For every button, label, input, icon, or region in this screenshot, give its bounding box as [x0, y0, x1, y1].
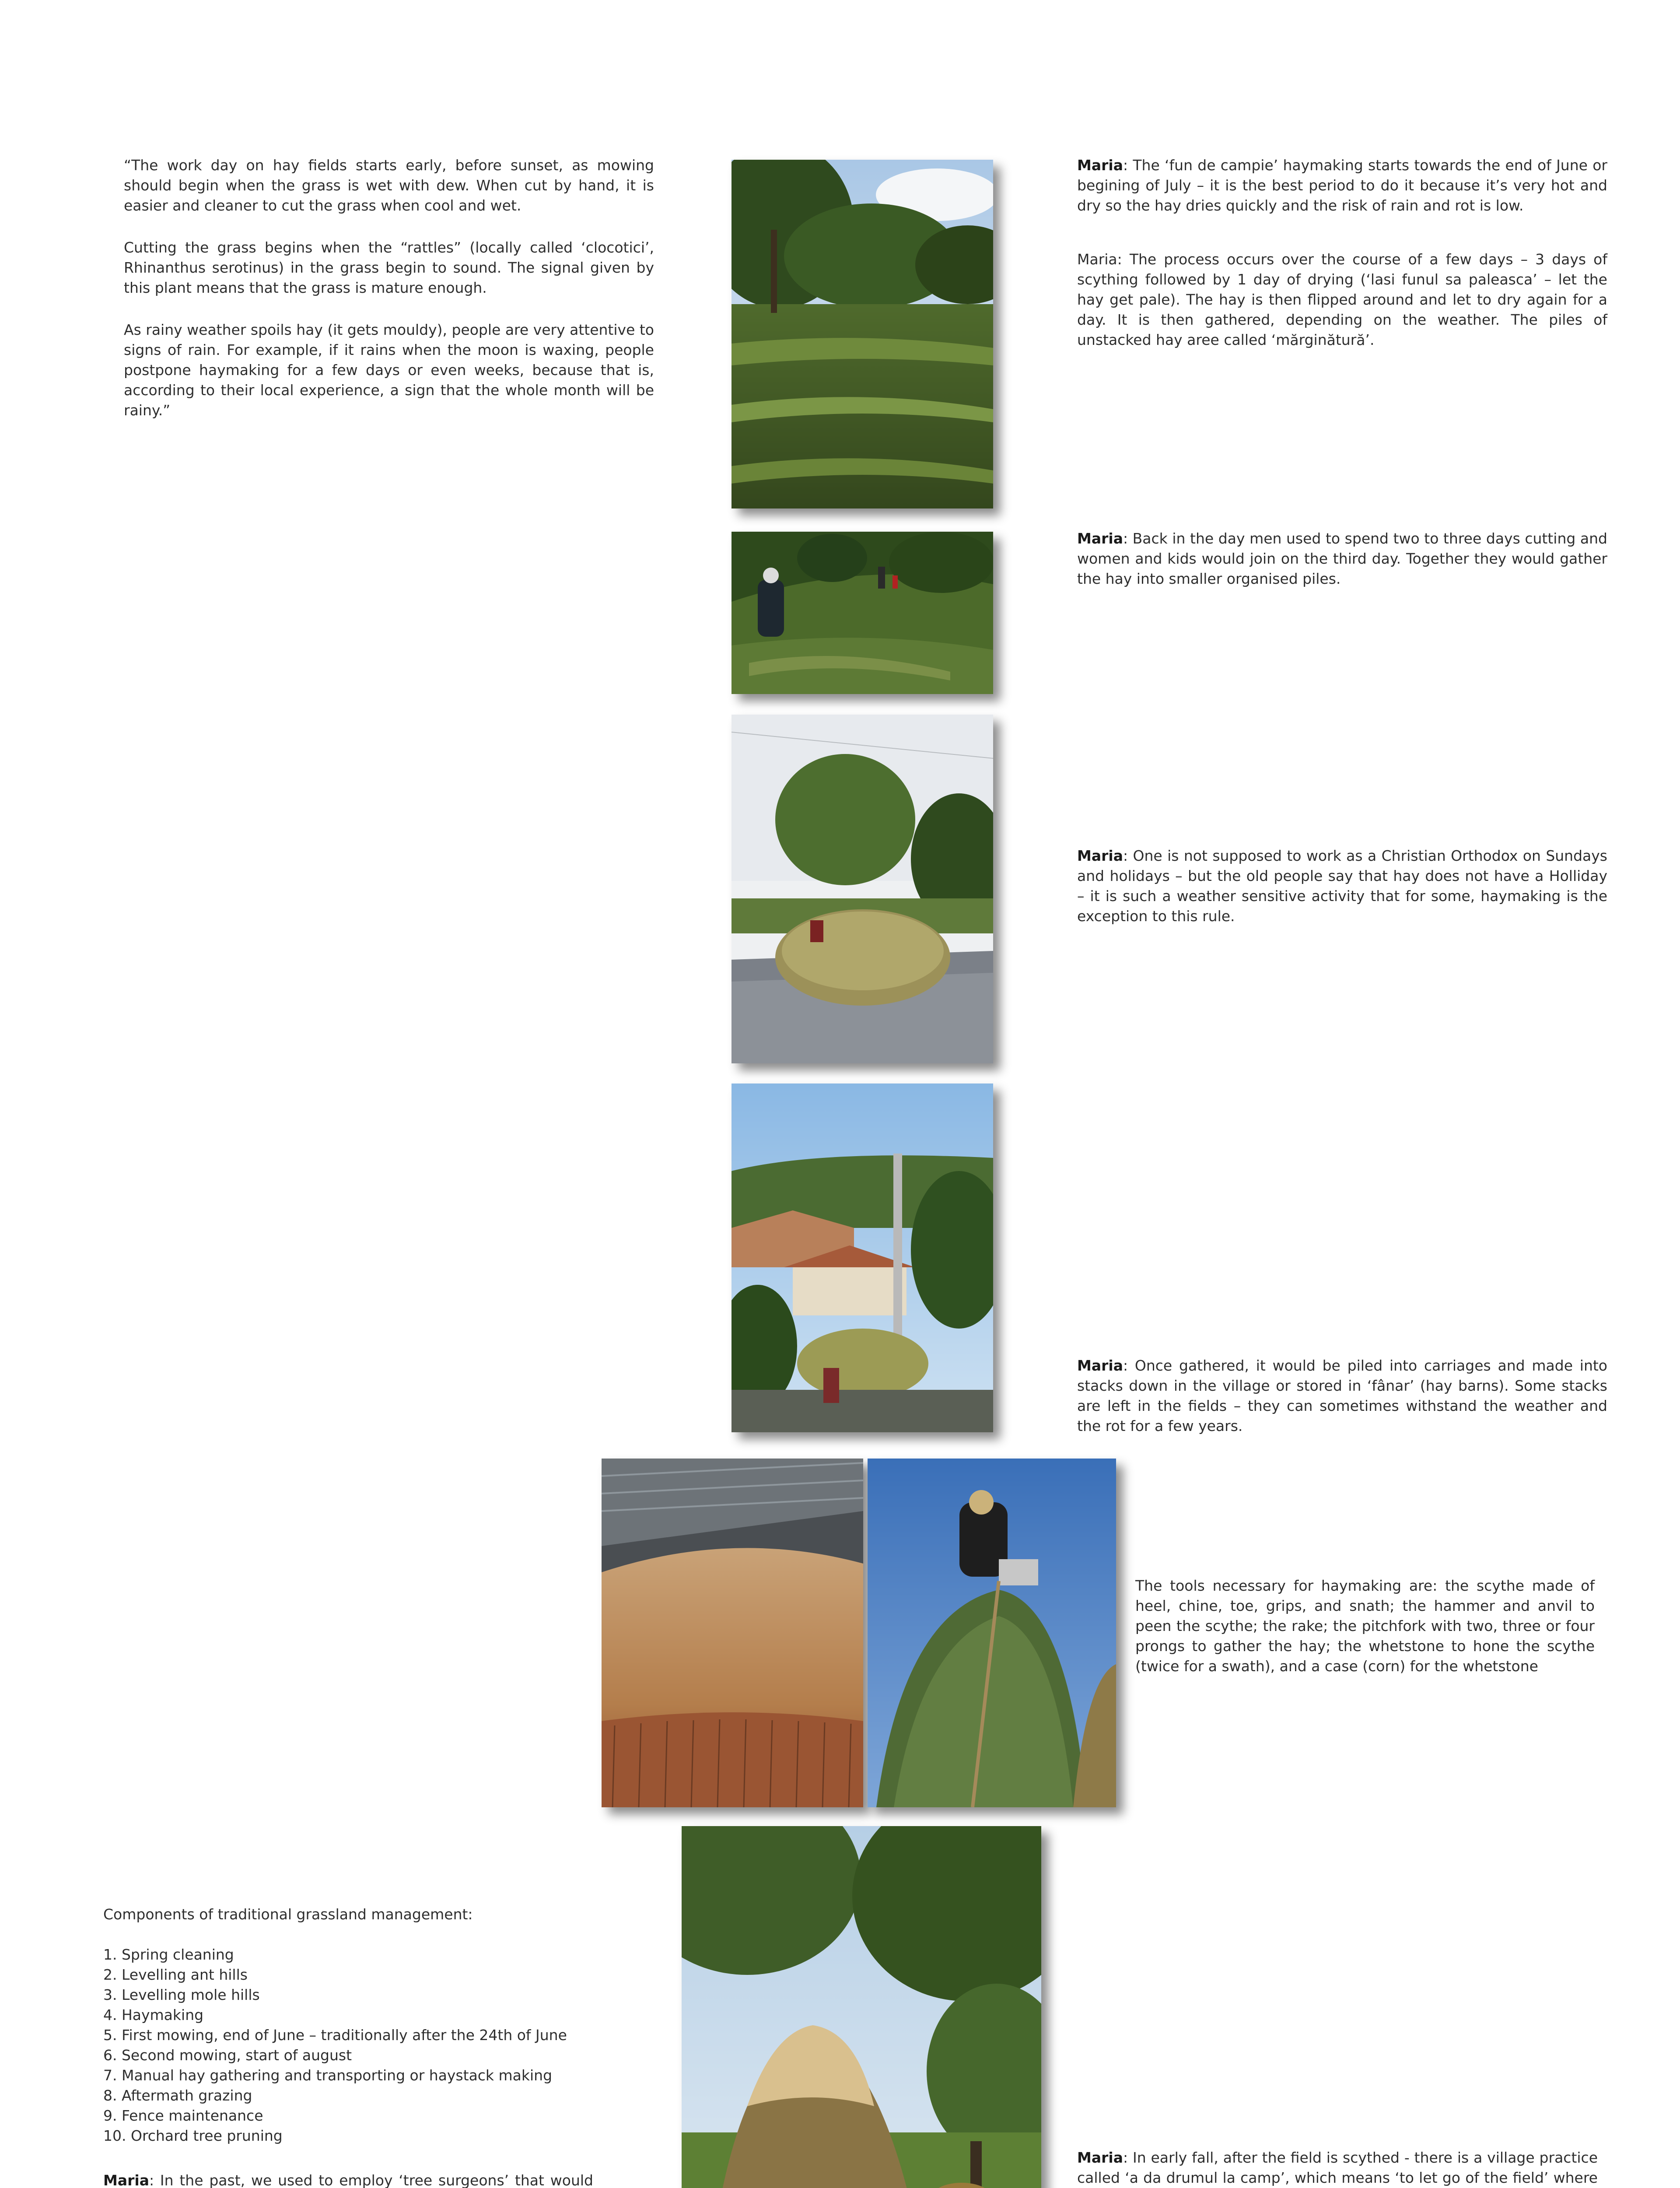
- list-item: 3. Levelling mole hills: [103, 1986, 260, 2003]
- tools-text: [1135, 1576, 1595, 1676]
- list-item: 7. Manual hay gathering and transporting or haystack making: [103, 2067, 553, 2084]
- hay-cart-on-road-photo: [732, 715, 993, 1063]
- list-item: 1. Spring cleaning: [103, 1946, 234, 1963]
- intro-quote-paragraph: “The work day on hay fields starts early, before sunset, as mowing should begin when the grass is wet with dew. When cut by hand, it is easier and cleaner to cut the grass when cool and wet.: [124, 157, 654, 214]
- maria-quote-6: [103, 2170, 593, 2188]
- speaker-name: Maria: [1077, 530, 1123, 547]
- quote-text: : Once gathered, it would be piled into carriages and made into stacks down in the village or stored in ‘fânar’ (hay barns). Some stacks are left in the fields – they can sometimes withstand the weather and the rot for a few years.: [1077, 1357, 1607, 1434]
- maria-quote-1: [1077, 155, 1607, 216]
- hay-barn-interior-photo: [602, 1459, 863, 1807]
- intro-quote-paragraph: As rainy weather spoils hay (it gets mouldy), people are very attentive to signs of rain. For example, if it rains when the moon is waxing, people postpone haymaking for a few days or even weeks, because that is, according to their local experience, a sign that the whole month will be rainy.”: [124, 321, 654, 419]
- quote-text: : Back in the day men used to spend two to three days cutting and women and kids would join on the third day. Together they would gather the hay into smaller organised piles.: [1077, 530, 1607, 587]
- intro-quote-paragraph: Cutting the grass begins when the “rattles” (locally called ‘clocotici’, Rhinanthus serotinus) in the grass begin to sound. The signal given by this plant means that the grass is mature enough.: [124, 239, 654, 296]
- orchard-haystack-photo: [682, 1826, 1041, 2188]
- mown-hay-field-photo: [732, 160, 993, 508]
- components-heading: Components of traditional grassland management:: [103, 1906, 473, 1923]
- quote-text: : One is not supposed to work as a Christian Orthodox on Sundays and holidays – but the old people say that hay does not have a Holliday – it is such a weather sensitive activity that for some, haymaking is the exception to this rule.: [1077, 847, 1607, 925]
- speaker-name: Maria: [1077, 157, 1123, 174]
- intro-quote: [124, 155, 654, 421]
- speaker-name: Maria: [1077, 847, 1123, 864]
- quote-text: Maria: The process occurs over the course of a few days – 3 days of scything followed by 1 day of drying (‘lasi funul sa paleasca’ – let the hay get pale). The hay is then flipped around and let to dry again for a day. It is then gathered, depending on the weather. The piles of unstacked hay aree called ‘mărginătură’.: [1077, 251, 1607, 348]
- maria-quote-7: [1077, 2148, 1598, 2188]
- list-item: 9. Fence maintenance: [103, 2107, 263, 2124]
- list-item: 2. Levelling ant hills: [103, 1966, 248, 1983]
- maria-quote-4: [1077, 846, 1607, 926]
- speaker-name: Maria: [103, 2172, 149, 2188]
- quote-text: : In early fall, after the field is scythed - there is a village practice called ‘a da drumul la camp’, which means ‘to let go of the field’ where: [1077, 2149, 1598, 2186]
- woman-building-haystack-photo: [868, 1459, 1116, 1807]
- scything-on-slope-photo: [732, 532, 993, 694]
- quote-text: The tools necessary for haymaking are: the scythe made of heel, chine, toe, grips, and snath; the hammer and anvil to peen the scythe; the rake; the pitchfork with two, three or four prongs to gather the hay; the whetstone to hone the scythe (twice for a swath), and a case (corn) for the whetstone: [1135, 1577, 1595, 1675]
- list-item: 4. Haymaking: [103, 2006, 204, 2023]
- maria-quote-3: [1077, 529, 1607, 589]
- list-item: 10. Orchard tree pruning: [103, 2127, 283, 2144]
- maria-quote-5: [1077, 1356, 1607, 1436]
- speaker-name: Maria: [1077, 2149, 1123, 2166]
- components-list: [103, 1904, 606, 2146]
- speaker-name: Maria: [1077, 1357, 1123, 1374]
- quote-text: : The ‘fun de campie’ haymaking starts towards the end of June or begining of July – it is the best period to do it because it’s very hot and dry so the hay dries quickly and the risk of rain and rot is low.: [1077, 157, 1607, 214]
- quote-text: : In the past, we used to employ ‘tree surgeons’ that would: [149, 2172, 593, 2188]
- list-item: 5. First mowing, end of June – traditionally after the 24th of June: [103, 2027, 567, 2044]
- hay-cart-in-village-photo: [732, 1083, 993, 1432]
- maria-quote-2: [1077, 249, 1607, 350]
- list-item: 8. Aftermath grazing: [103, 2087, 252, 2104]
- list-item: 6. Second mowing, start of august: [103, 2047, 352, 2064]
